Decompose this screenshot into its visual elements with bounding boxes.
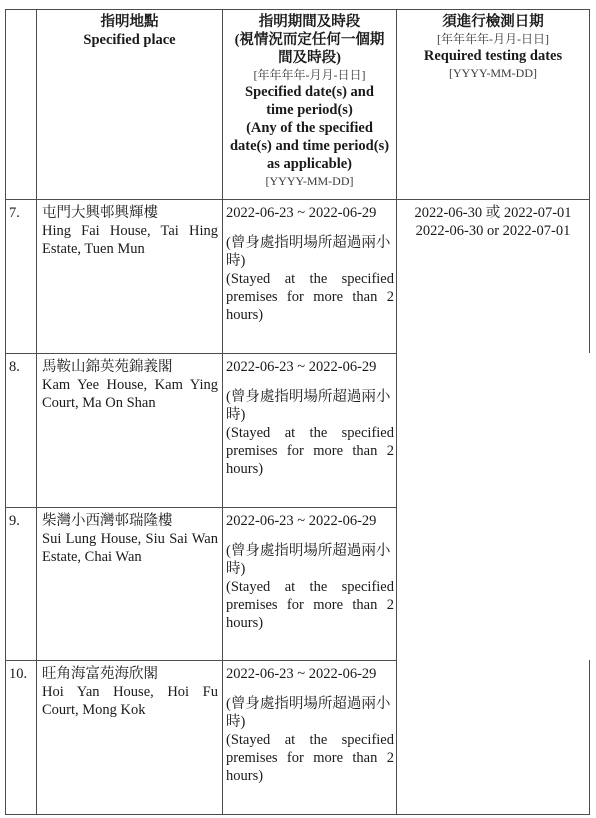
header-test-en: Required testing dates [423, 48, 563, 64]
row-7-number: 7. [9, 205, 20, 221]
row-7-place-en: Hing Fai House, Tai Hing Estate, Tuen Mun [42, 223, 218, 257]
row-10-period-note-zh: (曾身處指明場所超過兩小時) [226, 696, 391, 730]
row-9-period [226, 512, 394, 632]
row-7-period-note-en: (Stayed at the specified premises for more than 2 hours) [226, 271, 394, 323]
row-7-bottom-border [5, 353, 396, 354]
header-test-format-zh: [年年年年-月月-日日] [437, 32, 549, 46]
row-10-number: 10. [9, 666, 28, 682]
row-8-number: 8. [9, 359, 20, 375]
period-col-divider [396, 9, 397, 815]
row-8-place [42, 358, 218, 412]
row-10-period [226, 665, 394, 785]
testing-dates-zh: 2022-06-30 或 2022-07-01 [414, 205, 572, 221]
row-7-place [42, 204, 218, 258]
table-right-border-top [589, 9, 590, 353]
header-testing-dates [397, 13, 589, 81]
row-8-period-note-en: (Stayed at the specified premises for more than 2 hours) [226, 425, 394, 477]
header-place [37, 13, 222, 49]
header-period-format-zh: [年年年年-月月-日日] [253, 68, 366, 82]
row-9-bottom-border [5, 660, 396, 661]
header-period-zh: 指明期間及時段 [258, 14, 361, 30]
row-8-period-note-zh: (曾身處指明場所超過兩小時) [226, 389, 391, 423]
row-8-period [226, 358, 394, 478]
row-8-bottom-border [5, 507, 396, 508]
header-place-en: Specified place [83, 32, 176, 48]
place-col-divider [222, 9, 223, 815]
row-10-place-zh: 旺角海富苑海欣閣 [42, 666, 158, 682]
header-period-en-note: (Any of the specified date(s) and time period(s) as applicable) [229, 120, 390, 172]
row-7-period-note-zh: (曾身處指明場所超過兩小時) [226, 235, 391, 269]
row-9-place-en: Sui Lung House, Siu Sai Wan Estate, Chai Wan [42, 531, 218, 565]
row-10-place [42, 665, 218, 719]
header-bottom-border [5, 199, 590, 200]
row-10-period-dates: 2022-06-23 ~ 2022-06-29 [226, 666, 377, 682]
testing-dates-cell [397, 204, 589, 240]
row-9-place-zh: 柴灣小西灣邨瑞隆樓 [42, 513, 173, 529]
row-9-number: 9. [9, 513, 20, 529]
row-9-period-note-zh: (曾身處指明場所超過兩小時) [226, 543, 391, 577]
header-place-zh: 指明地點 [100, 14, 159, 30]
row-8-place-en: Kam Yee House, Kam Ying Court, Ma On Shan [42, 377, 218, 411]
table-top-border [5, 9, 590, 10]
header-period [224, 13, 395, 189]
table-right-border-bottom [589, 660, 590, 815]
row-8-place-zh: 馬鞍山錦英苑錦義閣 [42, 359, 173, 375]
row-7-place-zh: 屯門大興邨興輝樓 [42, 205, 158, 221]
table-bottom-border [5, 814, 590, 815]
row-8-period-dates: 2022-06-23 ~ 2022-06-29 [226, 359, 377, 375]
table-left-border [5, 9, 6, 815]
header-test-zh: 須進行檢測日期 [442, 14, 544, 30]
row-9-period-note-en: (Stayed at the specified premises for more than 2 hours) [226, 579, 394, 631]
header-period-format-en: [YYYY-MM-DD] [265, 174, 354, 188]
row-9-period-dates: 2022-06-23 ~ 2022-06-29 [226, 513, 377, 529]
row-10-period-note-en: (Stayed at the specified premises for more than 2 hours) [226, 732, 394, 784]
row-7-period [226, 204, 394, 324]
header-test-format-en: [YYYY-MM-DD] [449, 66, 537, 80]
num-col-divider [36, 9, 37, 815]
row-10-place-en: Hoi Yan House, Hoi Fu Court, Mong Kok [42, 684, 218, 718]
header-period-en: Specified date(s) and time period(s) [245, 84, 374, 118]
header-period-zh-note: (視情況而定任何一個期間及時段) [234, 32, 385, 66]
testing-dates-en: 2022-06-30 or 2022-07-01 [415, 223, 571, 239]
row-9-place [42, 512, 218, 566]
row-7-period-dates: 2022-06-23 ~ 2022-06-29 [226, 205, 377, 221]
